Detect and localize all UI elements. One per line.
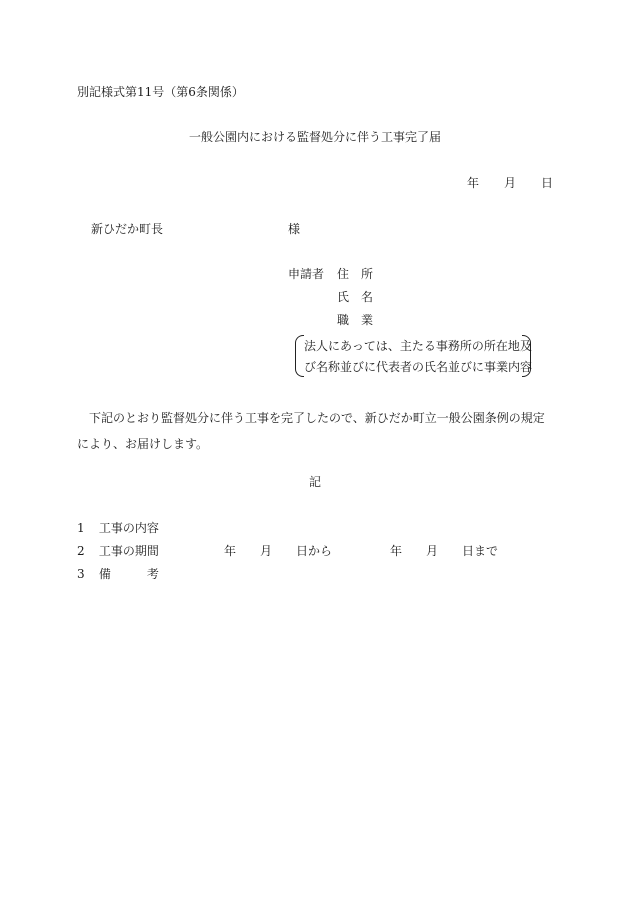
occupation-label: 職 業	[337, 313, 374, 327]
corporation-note-text	[304, 336, 532, 378]
left-bracket	[295, 335, 304, 377]
applicant-role: 申請者	[288, 267, 325, 281]
address-label: 住 所	[337, 267, 374, 281]
item-3	[77, 566, 159, 582]
note-line-2: び名称並びに代表者の氏名並びに事業内容	[304, 360, 533, 374]
item-1	[77, 520, 159, 536]
addressee: 新ひだか町長	[91, 222, 164, 236]
to-day: 日まで	[462, 544, 499, 558]
item-number: 3	[77, 567, 85, 581]
item-label: 備 考	[98, 567, 159, 581]
date-month: 月	[504, 176, 517, 190]
document-title: 一般公園内における監督処分に伴う工事完了届	[188, 130, 441, 144]
name-label: 氏 名	[337, 290, 374, 304]
to-month: 月	[426, 544, 439, 558]
to-year: 年	[390, 544, 403, 558]
date-line	[467, 175, 553, 191]
from-day: 日から	[296, 544, 333, 558]
note-line-1: 法人にあっては、主たる事務所の所在地及	[304, 339, 532, 353]
from-year: 年	[224, 544, 237, 558]
date-day: 日	[541, 176, 554, 190]
item-number: 2	[77, 544, 85, 558]
corporation-note	[295, 335, 531, 377]
item-number: 1	[77, 521, 85, 535]
body-paragraph: 下記のとおり監督処分に伴う工事を完了したので、新ひだか町立一般公園条例の規定により、お届けします。	[77, 411, 545, 451]
item-label: 工事の期間	[98, 544, 159, 558]
form-number: 別記様式第11号（第6条関係）	[77, 85, 244, 99]
from-month: 月	[260, 544, 273, 558]
ki-heading: 記	[308, 475, 321, 489]
item-label: 工事の内容	[98, 521, 159, 535]
honorific: 様	[288, 222, 301, 236]
item-2	[77, 543, 507, 559]
date-year: 年	[467, 176, 480, 190]
